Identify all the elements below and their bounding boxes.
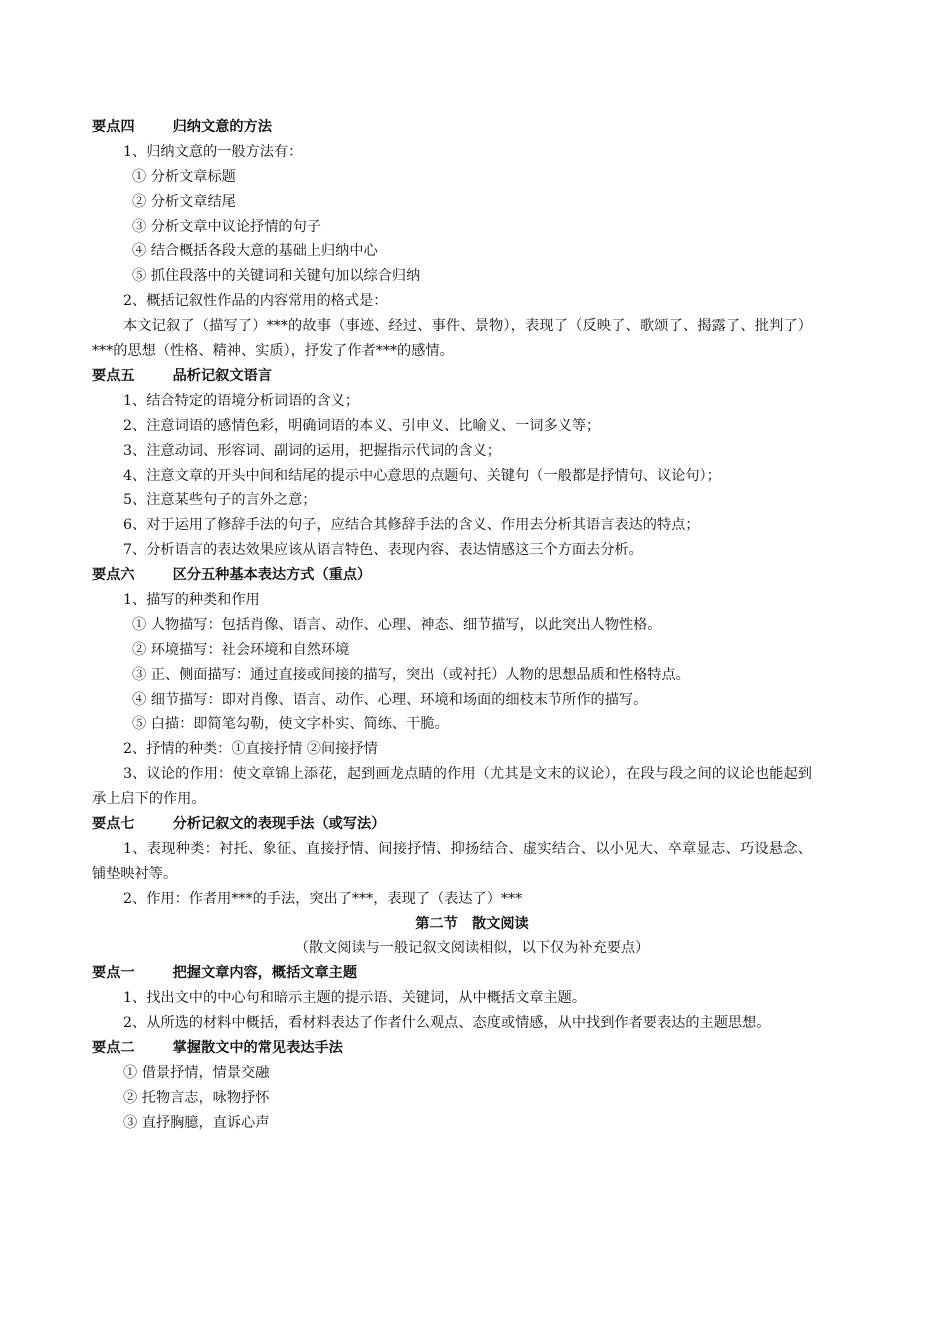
paragraph: 1、表现种类：衬托、象征、直接抒情、间接抒情、抑扬结合、虚实结合、以小见大、卒章显志、巧设悬念、铺垫映衬等。 [92, 840, 812, 882]
list-item: ① 分析文章标题 [132, 168, 236, 185]
section-heading-p5 [92, 364, 812, 389]
heading-title: 归纳文意的方法 [172, 119, 272, 135]
list-item: ③ 正、侧面描写：通过直接或间接的描写，突出（或衬托）人物的思想品质和性格特点。 [132, 666, 690, 683]
text-line: 1、描写的种类和作用 [123, 591, 260, 608]
heading-title: 把握文章内容，概括文章主题 [172, 965, 358, 982]
heading-label: 要点一 [92, 965, 135, 982]
list-item: ① 人物描写：包括肖像、语言、动作、心理、神态、细节描写，以此突出人物性格。 [132, 616, 662, 633]
list-item: 2、注意词语的感情色彩，明确词语的本义、引申义、比喻义、一词多义等； [123, 417, 601, 434]
list-item: ② 分析文章结尾 [132, 193, 236, 210]
text-line: 2、抒情的种类：①直接抒情 ②间接抒情 [123, 741, 378, 758]
list-item: 6、对于运用了修辞手法的句子，应结合其修辞手法的含义、作用去分析其语言表达的特点； [123, 517, 700, 534]
list-item: ① 借景抒情，情景交融 [123, 1064, 270, 1081]
chapter-section-subtitle: （散文阅读与一般记叙文阅读相似，以下仅为补充要点） [294, 940, 650, 957]
document-page [92, 115, 812, 1136]
text-line: 1、归纳文意的一般方法有： [123, 143, 303, 160]
paragraph: 本文记叙了（描写了）***的故事（事迹、经过、事件、景物），表现了（反映了、歌颂了、揭露了、批判了）***的思想（性格、精神、实质），抒发了作者***的感情。 [92, 318, 812, 360]
heading-title: 分析记叙文的表现手法（或写法） [172, 816, 386, 832]
section-heading-q1 [92, 961, 812, 986]
text-line: 2、作用：作者用***的手法，突出了***，表现了（表达了）*** [123, 890, 523, 907]
list-item: ③ 分析文章中议论抒情的句子 [132, 218, 321, 235]
list-item: 1、结合特定的语境分析词语的含义； [123, 392, 360, 409]
section-heading-q2 [92, 1036, 812, 1061]
text-line: 1、找出文中的中心句和暗示主题的提示语、关键词，从中概括文章主题。 [123, 990, 587, 1007]
list-item: 4、注意文章的开头中间和结尾的提示中心意思的点题句、关键句（一般都是抒情句、议论句）； [123, 467, 721, 484]
heading-title: 掌握散文中的常见表达手法 [172, 1040, 343, 1057]
list-item: ⑤ 抓住段落中的关键词和关键句加以综合归纳 [132, 268, 421, 285]
list-item: ② 托物言志，咏物抒怀 [123, 1089, 270, 1106]
heading-label: 要点四 [92, 119, 135, 135]
list-item: ④ 结合概括各段大意的基础上归纳中心 [132, 243, 378, 260]
list-item: 3、注意动词、形容词、副词的运用，把握指示代词的含义； [123, 442, 501, 459]
section-heading-p6 [92, 563, 812, 588]
section-heading-p7 [92, 812, 812, 837]
heading-label: 要点七 [92, 816, 135, 832]
text-line: 2、概括记叙性作品的内容常用的格式是： [123, 293, 388, 310]
list-item: 5、注意某些句子的言外之意； [123, 492, 317, 509]
heading-label: 要点六 [92, 567, 135, 584]
heading-label: 要点五 [92, 367, 135, 384]
paragraph: 3、议论的作用：使文章锦上添花，起到画龙点睛的作用（尤其是文末的议论），在段与段之间的议论也能起到承上启下的作用。 [92, 766, 812, 808]
list-item: ④ 细节描写：即对肖像、语言、动作、心理、环境和场面的细枝末节所作的描写。 [132, 691, 648, 708]
section-heading-p4 [92, 115, 812, 140]
heading-title: 区分五种基本表达方式（重点） [172, 567, 372, 584]
list-item: ⑤ 白描：即简笔勾勒，使文字朴实、简练、干脆。 [132, 716, 449, 733]
paragraph: 2、从所选的材料中概括，看材料表达了作者什么观点、态度或情感，从中找到作者要表达的主题思想。 [123, 1015, 771, 1032]
heading-label: 要点二 [92, 1040, 135, 1057]
chapter-section-title: 第二节 散文阅读 [415, 915, 529, 932]
list-item: ② 环境描写：社会环境和自然环境 [132, 641, 350, 658]
list-item: 7、分析语言的表达效果应该从语言特色、表现内容、表达情感这三个方面去分析。 [123, 542, 643, 559]
list-item: ③ 直抒胸臆，直诉心声 [123, 1114, 270, 1131]
heading-title: 品析记叙文语言 [172, 367, 272, 384]
